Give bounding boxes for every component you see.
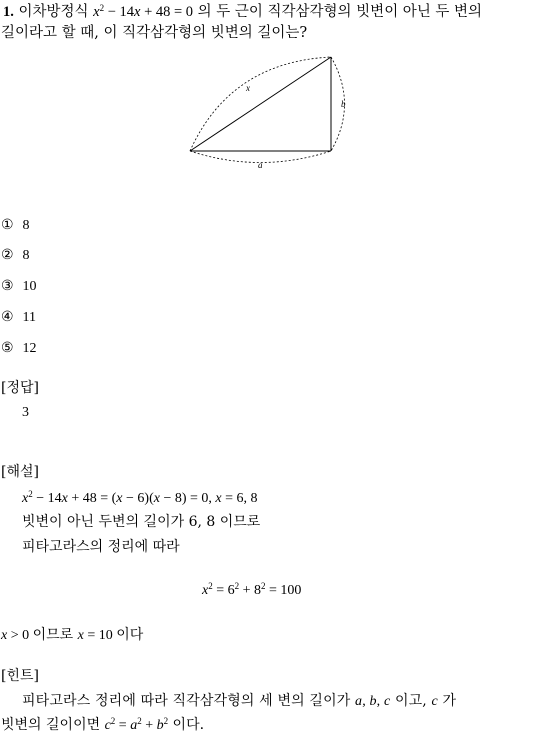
explanation-conclusion: x > 0 이므로 x = 10 이다 [1,627,144,643]
explanation-equation: $x^2 - 14x + 48 = (x - 6)(x - 8) = 0$, x = 6, 8 [22,489,258,506]
question-equation: $x^2 - 14x + 48 = 0$ [93,3,194,20]
choice-value: 8 [22,218,30,233]
choice-value: 8 [22,248,30,263]
explanation-line-3: 피타고라스의 정리에 따라 [22,539,180,555]
question-line-1 [3,3,482,21]
choice-5[interactable] [1,339,36,358]
choice-marker: ⑤ [1,340,14,356]
question-number: 1. [3,4,14,20]
choice-marker: ② [1,247,14,263]
right-triangle-figure [180,50,360,175]
choice-marker: ④ [1,309,14,325]
choice-marker: ③ [1,278,14,294]
choice-marker: ① [1,217,14,233]
choice-value: 12 [22,341,37,356]
choice-4[interactable] [1,308,36,327]
hint-header: [힌트] [1,668,39,684]
hint-line-2: 빗변의 길이이면 $c^2 = a^2 + b^2$ 이다. [1,716,205,733]
label-x: x [246,83,250,93]
choice-2[interactable] [1,246,29,265]
hint-line-1: 피타고라스 정리에 따라 직각삼각형의 세 변의 길이가 a, b, c 이고, c 가 [22,693,457,709]
choice-value: 11 [22,310,36,325]
pythagoras-formula: $x^2 = 6^2 + 8^2 = 100$ [202,581,302,598]
choice-1[interactable] [1,216,29,235]
choice-value: 10 [22,279,37,294]
label-b: b [341,99,346,109]
explanation-line-2: 빗변이 아닌 두변의 길이가 6, 8 이므로 [22,514,261,530]
answer-value: 3 [22,405,29,420]
explanation-header: [해설] [1,464,39,480]
question-line-2: 길이라고 할 때, 이 직각삼각형의 빗변의 길이는? [1,25,308,41]
question-text: 이차방정식 [18,4,89,20]
label-a: a [258,160,263,170]
answer-header: [정답] [1,380,39,396]
question-text-cont: 의 두 근이 직각삼각형의 빗변이 아닌 두 변의 [197,4,483,20]
choice-3[interactable] [1,277,36,296]
hypotenuse-line [190,57,331,151]
